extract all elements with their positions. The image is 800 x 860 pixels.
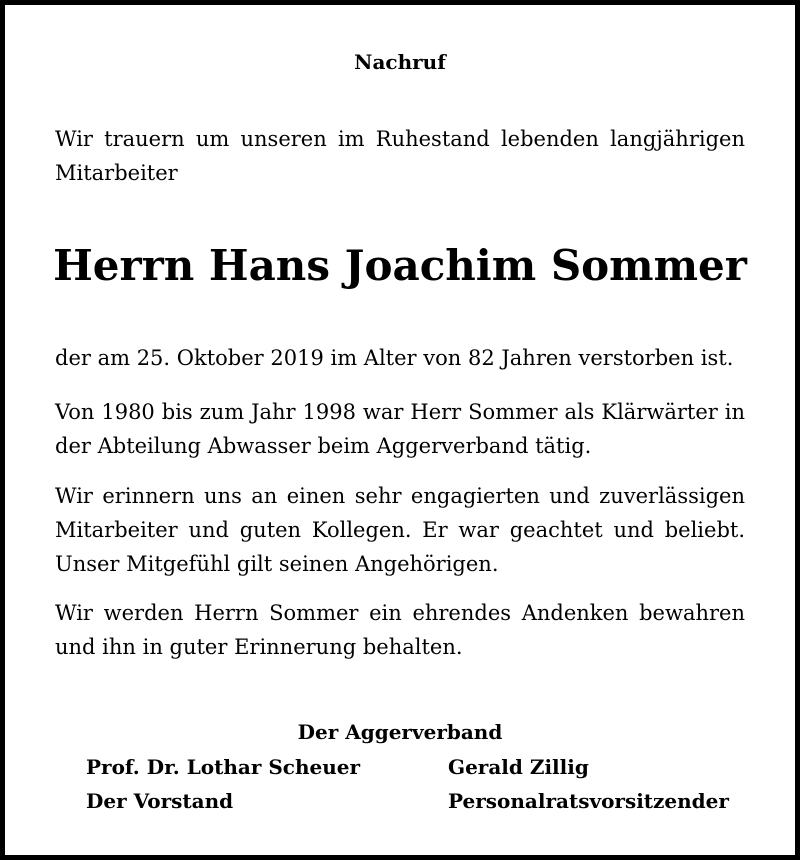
notice-heading: Nachruf [354,50,446,74]
paragraph-career: Von 1980 bis zum Jahr 1998 war Herr Sommer als Klärwärter in der Abteilung Abwasser beim Aggerverband tätig. [55,400,745,458]
paragraph-remembrance: Wir erinnern uns an einen sehr engagierten und zuverlässigen Mitarbeiter und guten Kollegen. Er war geachtet und beliebt. Unser Mitgefühl gilt seinen Angehörigen. [55,484,745,576]
signature-role: Personalratsvorsitzender [448,789,729,813]
organization-name: Der Aggerverband [297,720,503,744]
signature-block-right [448,750,729,818]
paragraph-farewell: Wir werden Herrn Sommer ein ehrendes Andenken bewahren und ihn in guter Erinnerung behalten. [55,601,745,659]
signature-block-left [86,750,360,818]
signature-name: Prof. Dr. Lothar Scheuer [86,755,361,779]
intro-text: Wir trauern um unseren im Ruhestand lebenden langjährigen Mitarbeiter [55,127,745,185]
paragraph-death-date: der am 25. Oktober 2019 im Alter von 82 Jahren verstorben ist. [55,346,734,370]
signature-role: Der Vorstand [86,789,234,813]
deceased-name: Herrn Hans Joachim Sommer [53,241,747,290]
signature-name: Gerald Zillig [448,755,589,779]
